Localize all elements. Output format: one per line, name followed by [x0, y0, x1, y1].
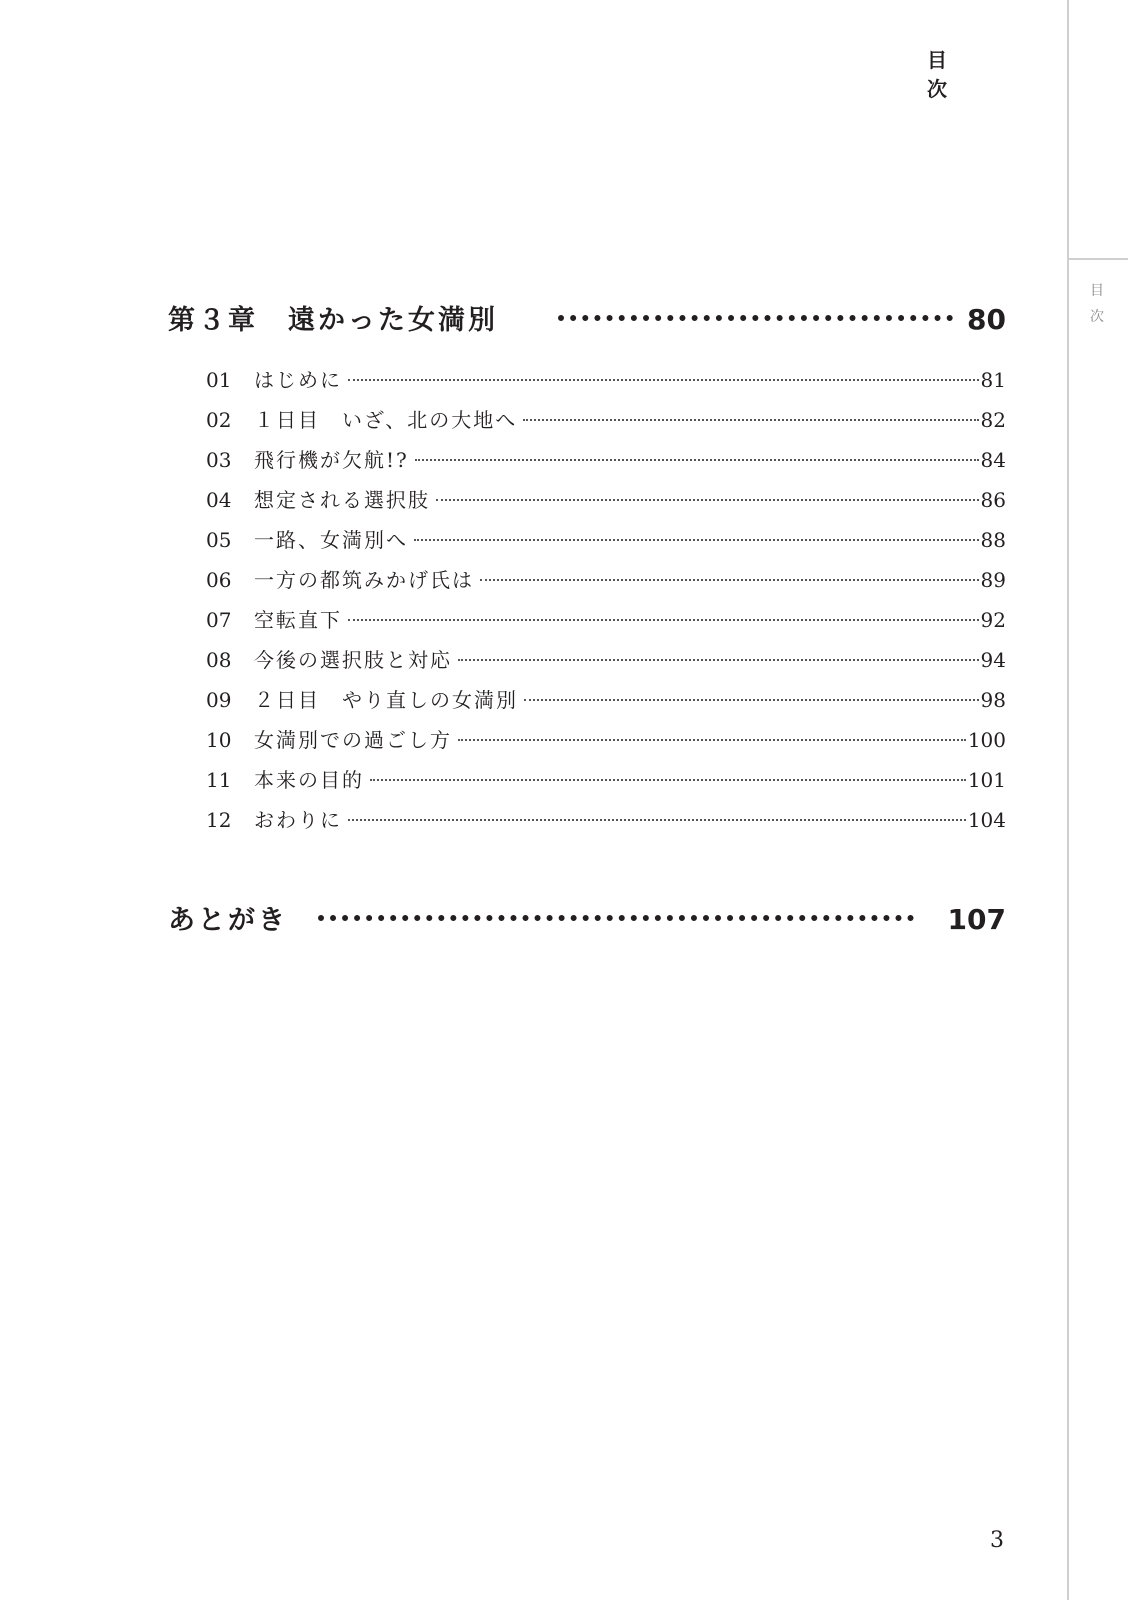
- dot-leader: [524, 699, 979, 701]
- toc-entry[interactable]: [206, 604, 1006, 644]
- entry-number: 04: [206, 488, 232, 512]
- dot-leader: [370, 779, 966, 781]
- entry-title: 想定される選択肢: [254, 488, 430, 512]
- entry-number: 06: [206, 568, 232, 592]
- dot-leader: [480, 579, 979, 581]
- entry-title: 空転直下: [254, 608, 342, 632]
- dot-leader: [458, 739, 966, 741]
- entry-title: 一方の都筑みかげ氏は: [254, 568, 474, 592]
- entry-title: 本来の目的: [254, 768, 364, 792]
- entry-title: 飛行機が欠航!?: [254, 448, 409, 472]
- toc-entry[interactable]: [206, 564, 1006, 604]
- afterword-dot-leader: [318, 915, 914, 921]
- edge-index-tab: 目 次: [1090, 283, 1118, 325]
- toc-entry[interactable]: [206, 364, 1006, 404]
- afterword-page-number: 107: [947, 903, 1006, 936]
- entry-title: 女満別での過ごし方: [254, 728, 452, 752]
- entry-page-number: 100: [967, 728, 1006, 752]
- dot-leader: [436, 499, 979, 501]
- dot-leader: [348, 819, 966, 821]
- running-head: 目 次: [927, 48, 999, 101]
- entry-number: 01: [206, 368, 232, 392]
- toc-entry[interactable]: [206, 524, 1006, 564]
- toc-entry[interactable]: [206, 764, 1006, 804]
- entry-number: 09: [206, 688, 232, 712]
- entry-number: 05: [206, 528, 232, 552]
- entry-number: 03: [206, 448, 232, 472]
- entry-number: 12: [206, 808, 232, 832]
- entry-number: 10: [206, 728, 232, 752]
- toc-entry[interactable]: [206, 684, 1006, 724]
- entry-number: 07: [206, 608, 232, 632]
- toc-entry[interactable]: [206, 444, 1006, 484]
- entry-page-number: 82: [980, 408, 1006, 432]
- chapter-title: 第３章 遠かった女満別: [168, 305, 498, 336]
- dot-leader: [414, 539, 979, 541]
- entry-title: ２日目 やり直しの女満別: [254, 688, 518, 712]
- entry-number: 08: [206, 648, 232, 672]
- entry-page-number: 92: [980, 608, 1006, 632]
- toc-entry[interactable]: [206, 644, 1006, 684]
- dot-leader: [348, 379, 979, 381]
- dot-leader: [348, 619, 979, 621]
- entry-page-number: 88: [980, 528, 1006, 552]
- entry-page-number: 94: [980, 648, 1006, 672]
- toc-entry[interactable]: [206, 724, 1006, 764]
- entry-page-number: 98: [980, 688, 1006, 712]
- page-edge-rule: [1067, 0, 1069, 1600]
- chapter-entry[interactable]: [168, 298, 1006, 337]
- dot-leader: [458, 659, 979, 661]
- toc-entry[interactable]: [206, 804, 1006, 844]
- entry-title: 一路、女満別へ: [254, 528, 408, 552]
- dot-leader: [523, 419, 978, 421]
- page-number: 3: [990, 1528, 1004, 1553]
- entry-title: おわりに: [254, 808, 342, 832]
- dot-leader: [415, 459, 979, 461]
- entry-title: １日目 いざ、北の大地へ: [254, 408, 518, 432]
- toc-entry[interactable]: [206, 484, 1006, 524]
- toc-entry[interactable]: [206, 404, 1006, 444]
- entry-number: 02: [206, 408, 232, 432]
- entry-title: はじめに: [254, 368, 342, 392]
- entry-number: 11: [206, 768, 232, 792]
- entry-page-number: 86: [980, 488, 1006, 512]
- entry-page-number: 104: [967, 808, 1006, 832]
- chapter-dot-leader: [558, 315, 953, 321]
- afterword-entry[interactable]: [168, 898, 1006, 937]
- entry-page-number: 81: [980, 368, 1006, 392]
- entry-page-number: 101: [967, 768, 1006, 792]
- edge-tab-divider: [1067, 258, 1128, 260]
- chapter-page-number: 80: [967, 303, 1006, 336]
- entry-page-number: 84: [980, 448, 1006, 472]
- entry-page-number: 89: [980, 568, 1006, 592]
- section-list: [206, 364, 1006, 844]
- entry-title: 今後の選択肢と対応: [254, 648, 452, 672]
- afterword-title: あとがき: [168, 905, 288, 936]
